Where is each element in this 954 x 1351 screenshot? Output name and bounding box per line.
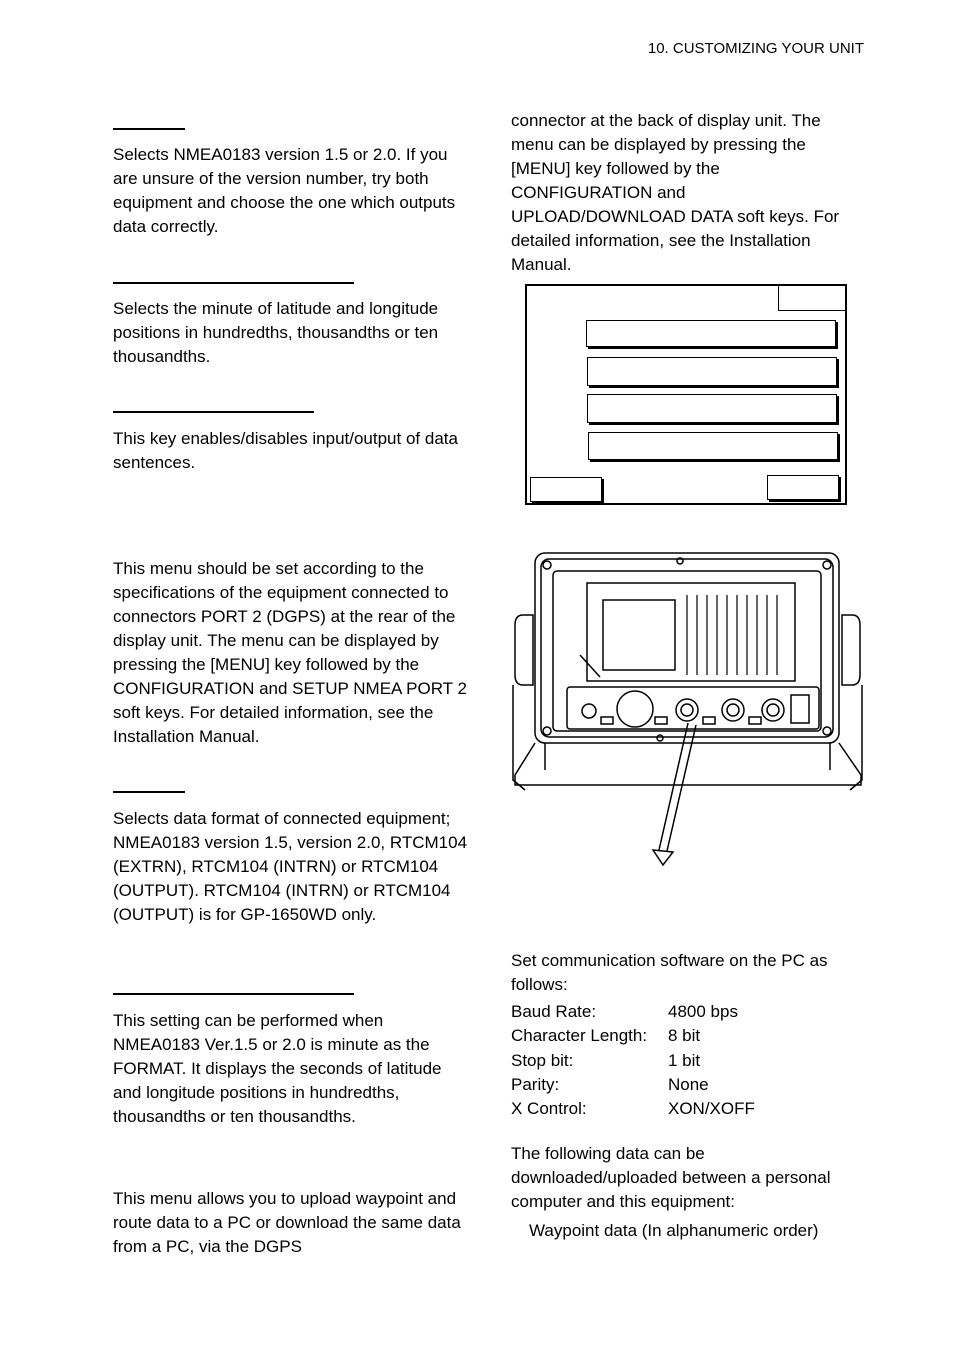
running-header: 10. CUSTOMIZING YOUR UNIT — [647, 40, 864, 57]
menu-corner-box — [778, 286, 845, 311]
setting-key: Parity: — [511, 1074, 560, 1094]
right-paragraph-2: Set communication software on the PC as follows: — [511, 951, 828, 994]
setting-key: Stop bit: — [511, 1050, 574, 1070]
heading-rule-4 — [113, 791, 185, 793]
data-list-item: Waypoint data (In alphanumeric order) — [529, 1221, 819, 1240]
heading-rule-5 — [113, 993, 354, 995]
setting-value: 8 bit — [668, 1026, 701, 1046]
setting-value: 1 bit — [668, 1050, 701, 1070]
left-paragraph-2: Selects the minute of latitude and longitude positions in hundredths, thousandths or ten thousandths. — [113, 299, 439, 366]
setting-value: XON/XOFF — [668, 1099, 755, 1119]
setting-key: Baud Rate: — [511, 1002, 597, 1021]
setting-key: Character Length: — [511, 1026, 648, 1046]
setting-value: None — [668, 1074, 709, 1094]
left-paragraph-1: Selects NMEA0183 version 1.5 or 2.0. If you are unsure of the version number, try both equipment and choose the one which outputs data correctly. — [113, 145, 456, 236]
heading-rule-2 — [113, 282, 354, 284]
setting-key: X Control: — [511, 1099, 587, 1119]
heading-rule-3 — [113, 411, 314, 413]
menu-screen-diagram — [525, 284, 847, 505]
setting-value: 4800 bps — [668, 1002, 738, 1021]
setting-row — [511, 1073, 755, 1097]
setting-row — [511, 1000, 755, 1024]
menu-field-3 — [587, 394, 837, 423]
left-paragraph-6: This setting can be performed when NMEA0183 Ver.1.5 or 2.0 is minute as the FORMAT. It displays the seconds of latitude and longitude positions in hundredths, thousandths or ten thousandths. — [113, 1011, 442, 1126]
setting-row — [511, 1024, 755, 1048]
menu-softkey-right — [767, 475, 839, 500]
right-paragraph-1: connector at the back of display unit. The menu can be displayed by pressing the [MENU] key followed by the CONFIGURATION and UPLOAD/DOWNLOAD DATA soft keys. For detailed information, see the Installation Manual. — [511, 111, 840, 274]
left-paragraph-3: This key enables/disables input/output of data sentences. — [113, 429, 458, 472]
left-paragraph-4: This menu should be set according to the specifications of the equipment connected to connectors PORT 2 (DGPS) at the rear of the display unit. The menu can be displayed by pressing the [MENU] key followed by the CONFIGURATION and SETUP NMEA PORT 2 soft keys. For detailed information, see the Installation Manual. — [113, 559, 467, 746]
comm-settings-list — [511, 1000, 755, 1121]
left-paragraph-5: Selects data format of connected equipment; NMEA0183 version 1.5, version 2.0, RTCM104 (EXTRN), RTCM104 (INTRN) or RTCM104 (OUTPUT). RTCM104 (INTRN) or RTCM104 (OUTPUT) is for GP-1650WD only. — [113, 809, 468, 924]
menu-field-2 — [587, 357, 837, 386]
heading-rule-1 — [113, 128, 185, 130]
menu-field-1 — [586, 320, 836, 347]
right-paragraph-3: The following data can be downloaded/uploaded between a personal computer and this equipment: — [511, 1144, 831, 1211]
rear-panel-illustration — [505, 545, 870, 870]
menu-softkey-left — [530, 477, 602, 502]
setting-row — [511, 1097, 755, 1121]
menu-field-4 — [588, 432, 838, 460]
setting-row — [511, 1049, 755, 1073]
left-paragraph-7: This menu allows you to upload waypoint and route data to a PC or download the same data from a PC, via the DGPS — [113, 1189, 461, 1256]
